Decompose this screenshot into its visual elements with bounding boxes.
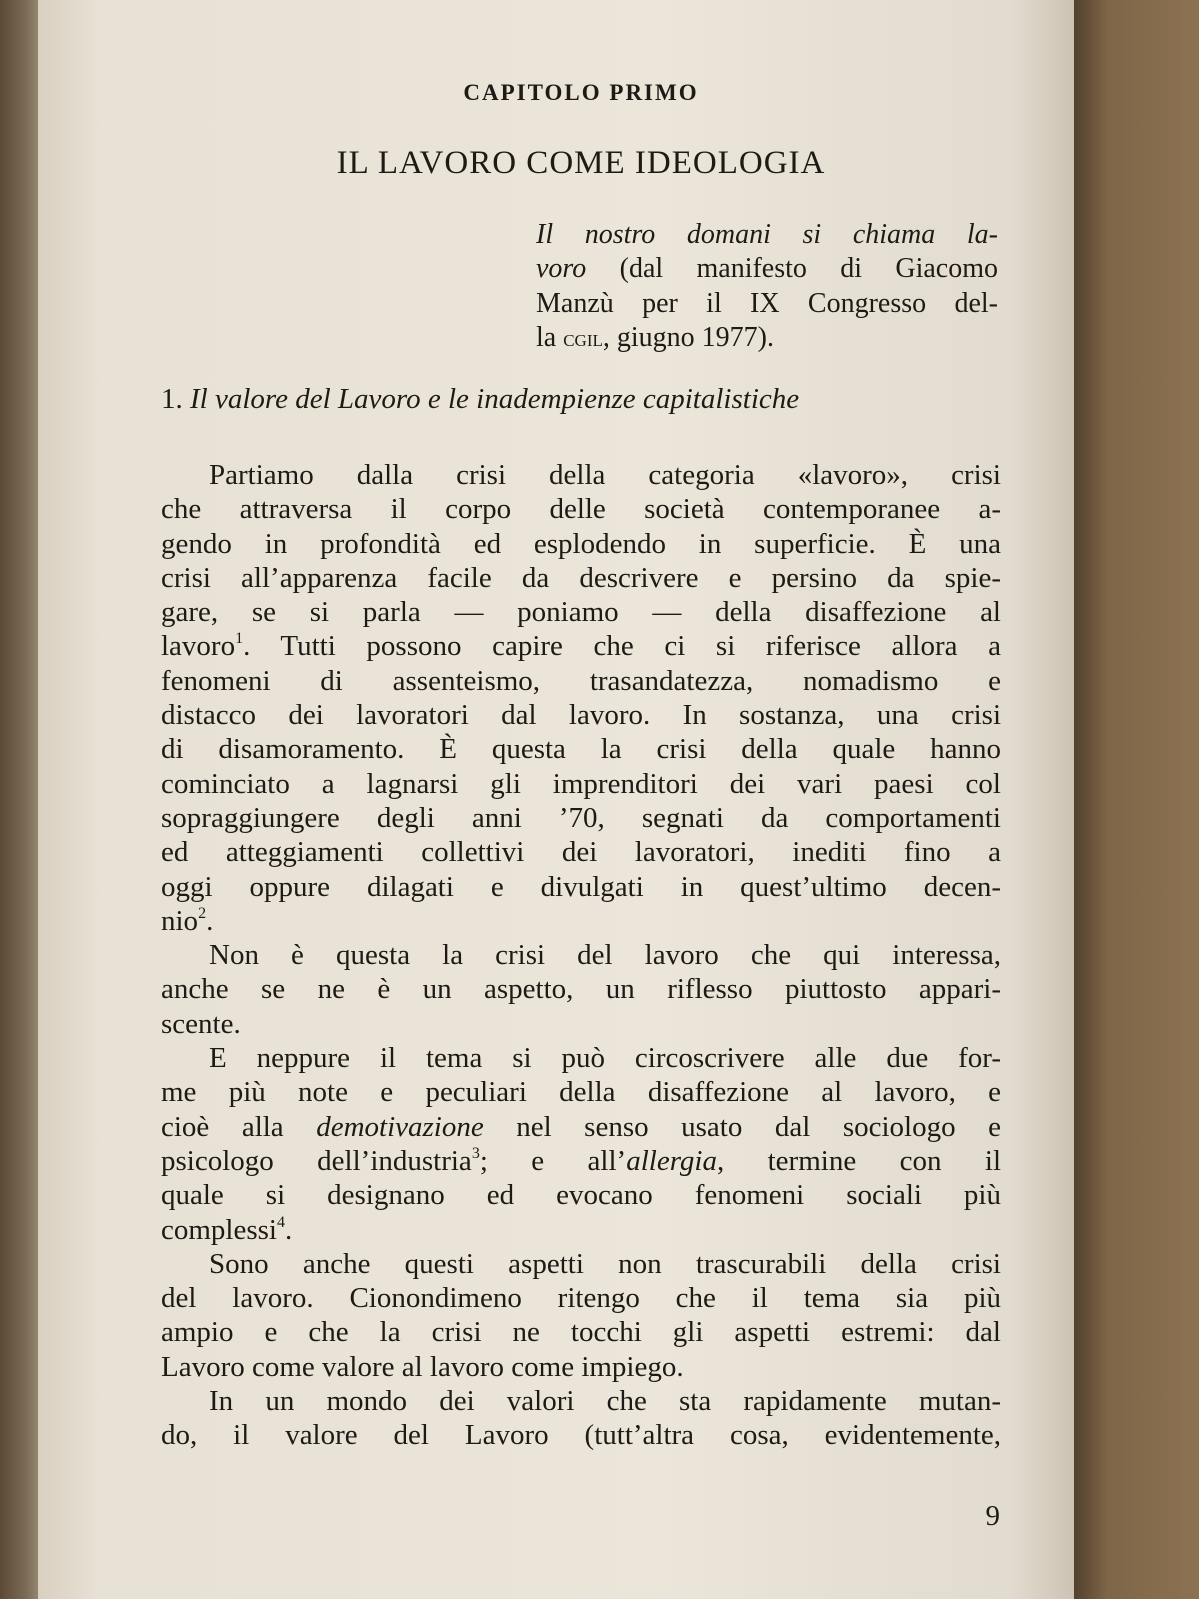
epigraph-source: (dal manifesto di Giacomo xyxy=(586,253,998,285)
emphasis-demotivazione: demotivazione xyxy=(316,1110,484,1143)
text-line: Lavoro come valore al lavoro come impiego. xyxy=(161,1350,684,1383)
text-line xyxy=(161,1110,1001,1144)
text-line: che attraversa il corpo delle società contemporanee a- xyxy=(161,493,1001,526)
text-line: quale si designano ed evocano fenomeni sociali più xyxy=(161,1179,1001,1212)
text-line: me più note e peculiari della disaffezione al lavoro, e xyxy=(161,1076,1001,1109)
text-line: distacco dei lavoratori dal lavoro. In sostanza, una crisi xyxy=(161,699,1001,732)
text-line: cominciato a lagnarsi gli imprenditori dei vari paesi col xyxy=(161,767,1001,800)
text-run: nel senso usato dal sociologo e xyxy=(483,1110,1001,1143)
text-line: anche se ne è un aspetto, un riflesso piuttosto appari- xyxy=(161,973,1001,1006)
text-line: di disamoramento. È questa la crisi della quale hanno xyxy=(161,733,1001,766)
epigraph-line: Manzù per il IX Congresso del- xyxy=(536,287,998,319)
page-number: 9 xyxy=(985,1500,1000,1532)
footnote-ref-1: 1 xyxy=(235,630,244,648)
text-run: . xyxy=(285,1213,293,1246)
text-line: Sono anche questi aspetti non trascurabili della crisi xyxy=(209,1247,1001,1280)
epigraph-line xyxy=(536,320,998,354)
background-table-surface xyxy=(1068,0,1199,1599)
text-run: nio xyxy=(161,904,199,937)
text-run: . xyxy=(206,904,214,937)
text-line: sopraggiungere degli anni ’70, segnati da comportamenti xyxy=(161,801,1001,834)
text-run: ; e all’ xyxy=(479,1144,627,1177)
section-title: Il valore del Lavoro e le inadempienze capitalistiche xyxy=(190,383,800,415)
text-run: cioè alla xyxy=(161,1110,317,1143)
body-text xyxy=(161,458,1001,1453)
epigraph-line xyxy=(536,251,998,285)
text-run: lavoro xyxy=(161,630,236,663)
text-line xyxy=(161,1144,1001,1178)
chapter-title: IL LAVORO COME IDEOLOGIA xyxy=(336,145,826,181)
text-line: gare, se si parla — poniamo — della disaffezione al xyxy=(161,596,1001,629)
emphasis-allergia: allergia xyxy=(626,1144,717,1177)
text-line: fenomeni di assenteismo, trasandatezza, nomadismo e xyxy=(161,664,1001,697)
epigraph-acronym: cgil xyxy=(563,325,603,352)
footnote-ref-4: 4 xyxy=(277,1213,285,1231)
text-line: scente. xyxy=(161,1007,241,1040)
epigraph-quote: Il nostro domani si chiama la- xyxy=(536,219,998,250)
section-number: 1. xyxy=(161,383,190,415)
text-line: oggi oppure dilagati e divulgati in quest’ultimo decen- xyxy=(161,870,1001,903)
text-line: ampio e che la crisi ne tocchi gli aspetti estremi: dal xyxy=(161,1316,1001,1349)
epigraph-line xyxy=(536,217,998,251)
text-run: . Tutti possono capire che ci si riferisce allora a xyxy=(243,630,1001,663)
text-run: psicologo dell’industria xyxy=(161,1144,472,1177)
text-line xyxy=(161,904,1001,938)
text-line: crisi all’apparenza facile da descrivere e persino da spie- xyxy=(161,561,1001,594)
chapter-label: CAPITOLO PRIMO xyxy=(463,80,699,105)
epigraph-text: la xyxy=(536,321,564,353)
text-line: ed atteggiamenti collettivi dei lavoratori, inediti fino a xyxy=(161,836,1001,869)
text-line: gendo in profondità ed esplodendo in superficie. È una xyxy=(161,527,1001,560)
text-line: E neppure il tema si può circoscrivere alle due for- xyxy=(209,1042,1001,1075)
epigraph-text: , giugno 1977). xyxy=(602,321,774,353)
section-heading xyxy=(161,383,1001,416)
text-run: complessi xyxy=(161,1213,277,1246)
epigraph xyxy=(536,217,998,354)
text-line: do, il valore del Lavoro (tutt’altra cosa, evidentemente, xyxy=(161,1419,1001,1452)
footnote-ref-3: 3 xyxy=(471,1144,480,1162)
text-line: Non è questa la crisi del lavoro che qui interessa, xyxy=(209,939,1001,972)
text-line: In un mondo dei valori che sta rapidamente mutan- xyxy=(209,1385,1001,1418)
text-run: , termine con il xyxy=(716,1144,1001,1177)
epigraph-quote-end: voro xyxy=(536,253,587,285)
text-line: del lavoro. Cionondimeno ritengo che il tema sia più xyxy=(161,1282,1001,1315)
book-page xyxy=(38,0,1074,1599)
footnote-ref-2: 2 xyxy=(198,904,207,922)
text-line xyxy=(161,1213,1001,1247)
text-line xyxy=(161,629,1001,663)
text-line: Partiamo dalla crisi della categoria «lavoro», crisi xyxy=(209,459,1001,491)
